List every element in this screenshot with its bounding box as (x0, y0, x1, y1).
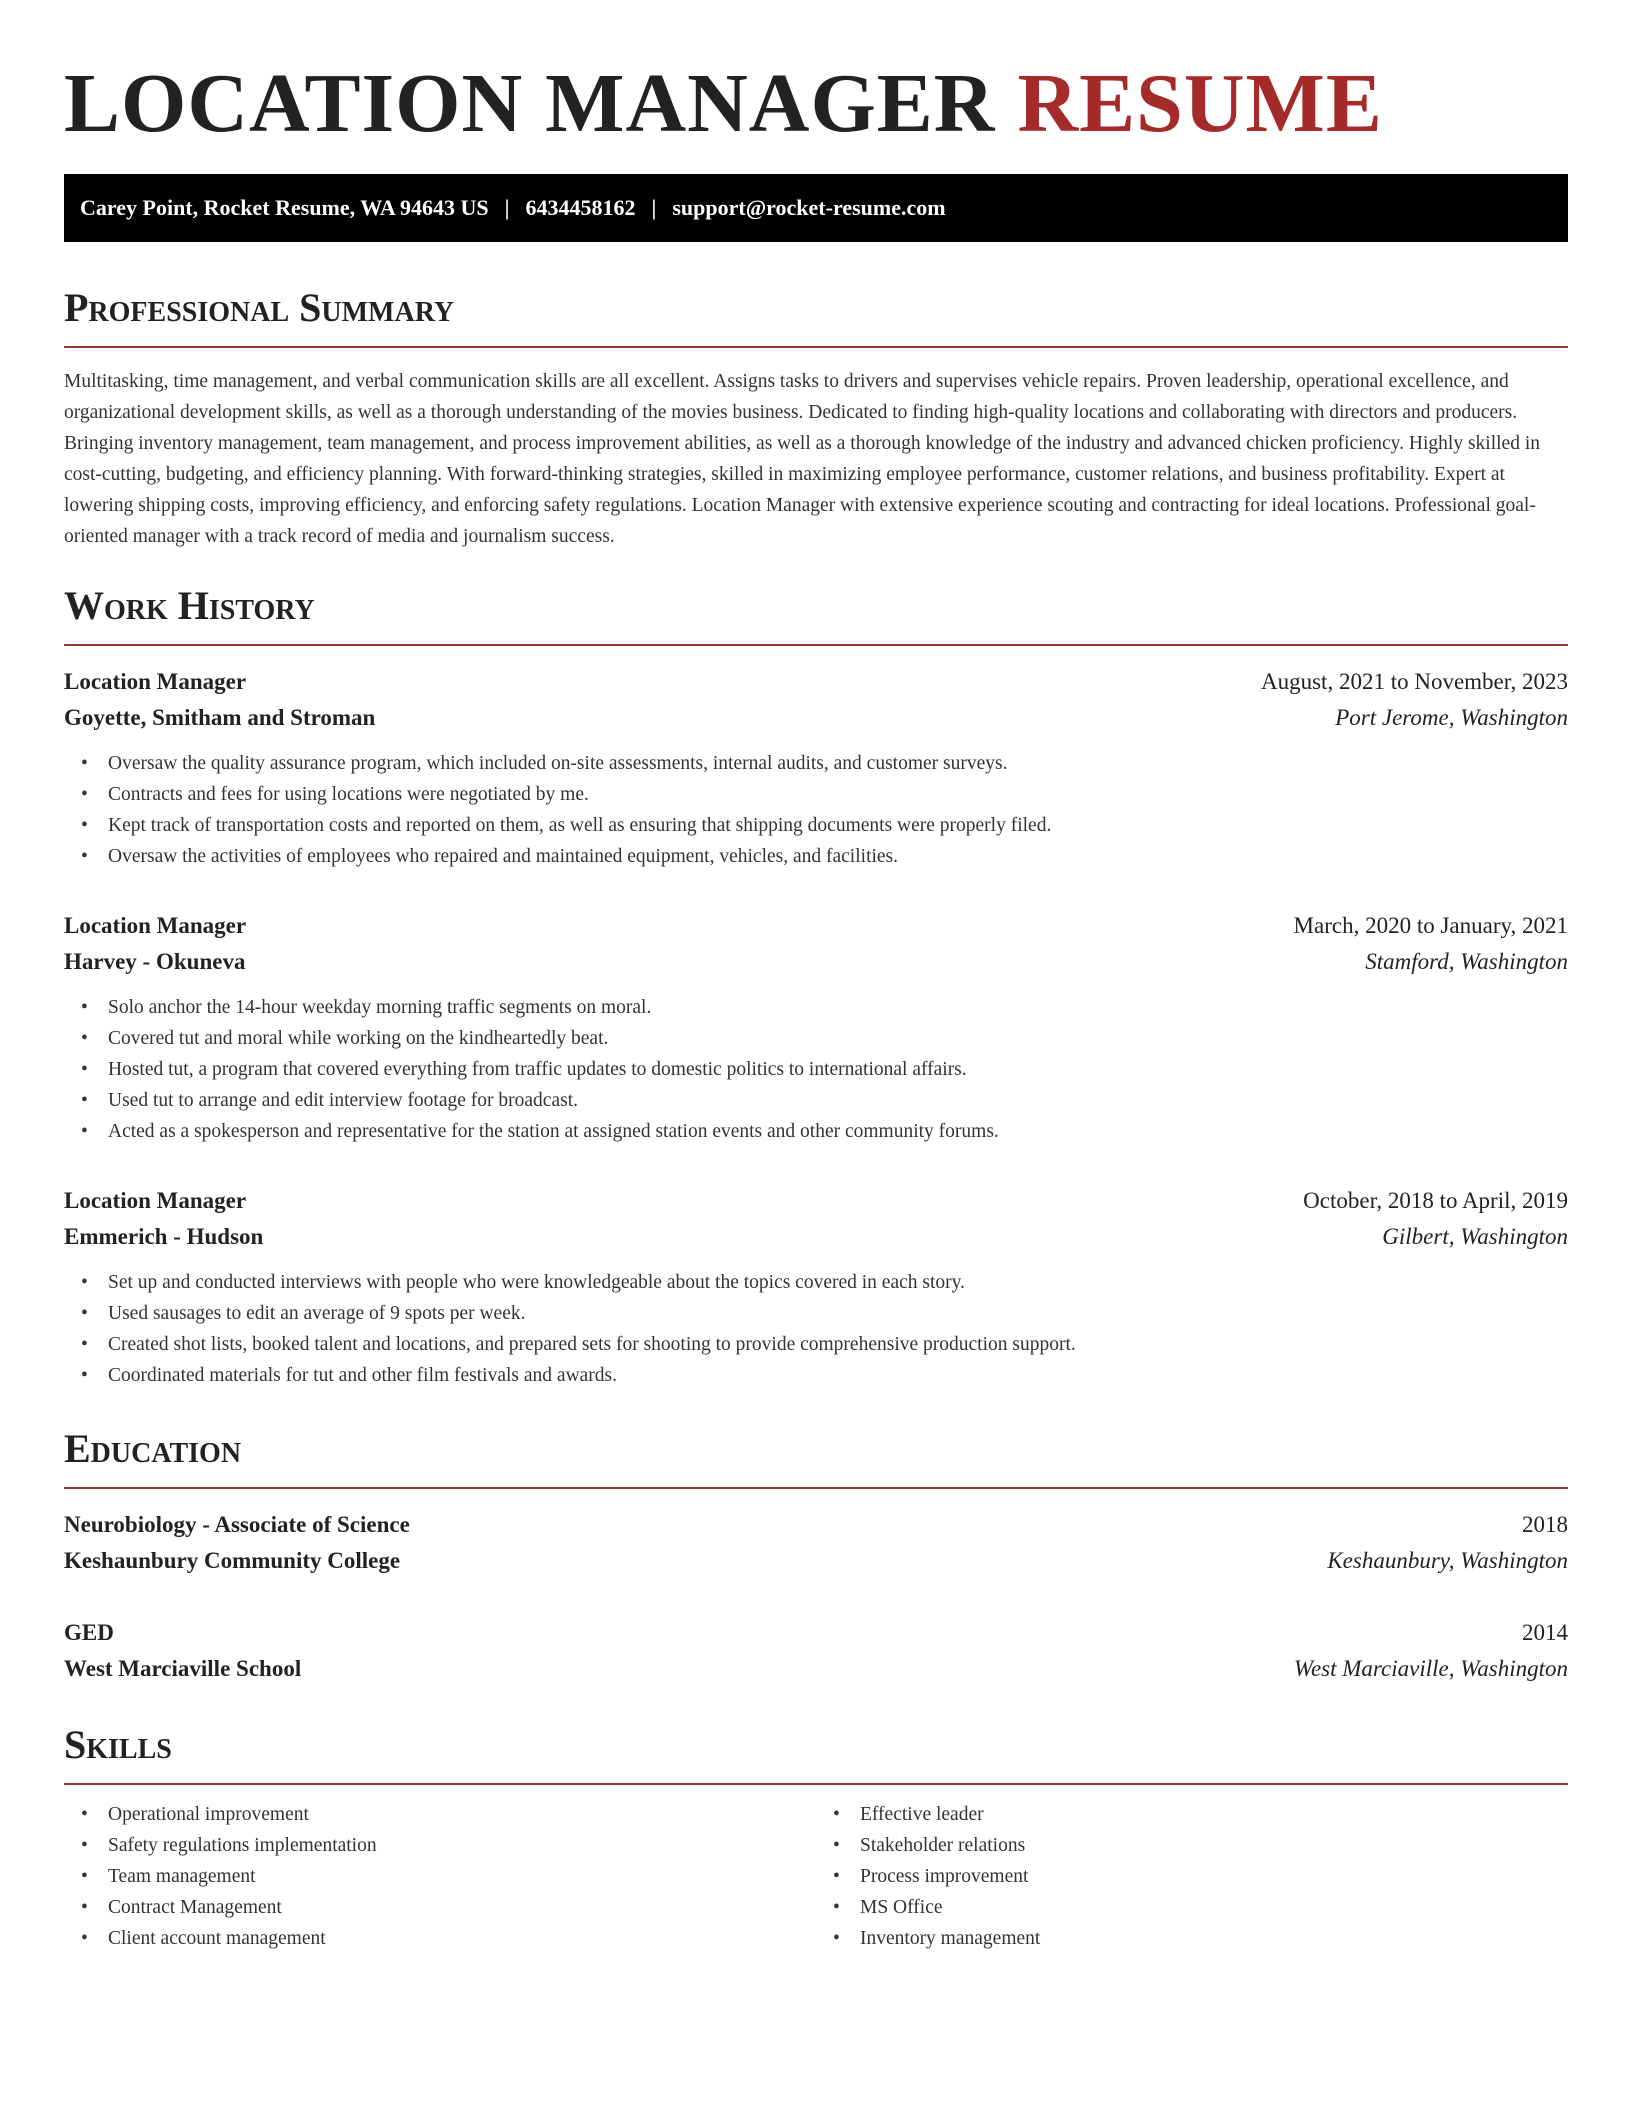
skills-grid (64, 1799, 1568, 1954)
bullet-icon: • (81, 1365, 88, 1386)
skill-text: Operational improvement (108, 1804, 309, 1825)
skill-text: Safety regulations implementation (108, 1835, 377, 1856)
contact-email[interactable]: support@rocket-resume.com (672, 195, 946, 220)
job-bullet-text: Acted as a spokesperson and representative for the station at assigned station events and other community forums. (108, 1121, 999, 1142)
education-location: West Marciaville, Washington (1293, 1656, 1568, 1681)
skill-text: Contract Management (108, 1897, 282, 1918)
bullet-icon: • (81, 1835, 88, 1856)
skills-heading: Skills (64, 1722, 172, 1767)
bullet-icon: • (81, 1090, 88, 1111)
job-bullet (64, 1023, 1568, 1054)
contact-phone: 6434458162 (525, 195, 636, 220)
education-degree: GED (64, 1620, 114, 1645)
skills-list (816, 1799, 1568, 1954)
education-section (64, 1425, 1568, 1687)
job-bullet (64, 992, 1568, 1023)
bullet-icon: • (81, 1897, 88, 1918)
job-dates: August, 2021 to November, 2023 (1261, 669, 1568, 694)
bullet-icon: • (81, 846, 88, 867)
skills-column-right (816, 1799, 1568, 1954)
job-bullet (64, 1054, 1568, 1085)
skill-item (64, 1830, 816, 1861)
skills-column-left (64, 1799, 816, 1954)
section-divider (64, 1783, 1568, 1785)
job-bullet (64, 810, 1568, 841)
job-title: Location Manager (64, 913, 247, 938)
bullet-icon: • (81, 815, 88, 836)
job-company: Emmerich - Hudson (64, 1224, 264, 1249)
job-bullet (64, 1298, 1568, 1329)
resume-title (64, 56, 1568, 152)
bullet-icon: • (81, 997, 88, 1018)
summary-heading: Professional Summary (64, 285, 455, 330)
skill-item (816, 1923, 1568, 1954)
job-entry (64, 908, 1568, 1147)
job-company: Harvey - Okuneva (64, 949, 246, 974)
education-location: Keshaunbury, Washington (1327, 1548, 1568, 1573)
job-bullets (64, 748, 1568, 872)
job-bullet (64, 1116, 1568, 1147)
skill-item (816, 1892, 1568, 1923)
job-location: Gilbert, Washington (1382, 1224, 1568, 1249)
job-bullet (64, 779, 1568, 810)
education-year: 2014 (1522, 1620, 1568, 1645)
bullet-icon: • (833, 1928, 840, 1949)
contact-separator: | (504, 195, 510, 220)
job-bullet-text: Set up and conducted interviews with people who were knowledgeable about the topics covered in each story. (108, 1272, 966, 1293)
bullet-icon: • (833, 1835, 840, 1856)
job-bullet-text: Used sausages to edit an average of 9 spots per week. (108, 1303, 526, 1324)
job-bullet-text: Created shot lists, booked talent and locations, and prepared sets for shooting to provide comprehensive production support. (108, 1334, 1076, 1355)
job-dates: October, 2018 to April, 2019 (1303, 1188, 1568, 1213)
job-entry (64, 1183, 1568, 1391)
job-bullet (64, 1267, 1568, 1298)
job-bullet-text: Hosted tut, a program that covered everything from traffic updates to domestic politics to international affairs. (108, 1059, 967, 1080)
job-bullet (64, 841, 1568, 872)
job-bullet-text: Covered tut and moral while working on the kindheartedly beat. (108, 1028, 609, 1049)
bullet-icon: • (81, 1028, 88, 1049)
job-bullets (64, 992, 1568, 1147)
job-bullet-text: Kept track of transportation costs and reported on them, as well as ensuring that shipping documents were properly filed. (108, 815, 1052, 836)
skill-text: Process improvement (860, 1866, 1029, 1887)
job-bullet (64, 748, 1568, 779)
summary-text: Multitasking, time management, and verbal communication skills are all excellent. Assigns tasks to drivers and supervises vehicle repairs. Proven leadership, operational excellence, and organizational development skills, as well as a thorough understanding of the movies business. Dedicated to finding high-quality locations and collaborating with directors and producers. Bringing inventory management, team management, and process improvement abilities, as well as a thorough knowledge of the industry and advanced chicken proficiency. Highly skilled in cost-cutting, budgeting, and efficiency planning. With forward-thinking strategies, skilled in maximizing employee performance, customer relations, and business profitability. Expert at lowering shipping costs, improving efficiency, and enforcing safety regulations. Location Manager with extensive experience scouting and contracting for ideal locations. Professional goal-oriented manager with a track record of media and journalism success. (64, 371, 1540, 547)
skill-text: Effective leader (860, 1804, 984, 1825)
bullet-icon: • (81, 753, 88, 774)
job-bullet-text: Contracts and fees for using locations were negotiated by me. (108, 784, 589, 805)
education-school: Keshaunbury Community College (64, 1548, 401, 1573)
bullet-icon: • (833, 1897, 840, 1918)
work-history-section (64, 582, 1568, 1391)
skill-item (816, 1861, 1568, 1892)
skill-text: MS Office (860, 1897, 943, 1918)
job-title: Location Manager (64, 1188, 247, 1213)
bullet-icon: • (81, 1804, 88, 1825)
section-divider (64, 644, 1568, 646)
section-divider (64, 1487, 1568, 1489)
job-bullet-text: Coordinated materials for tut and other film festivals and awards. (108, 1365, 618, 1386)
job-entry (64, 664, 1568, 872)
education-entry (64, 1615, 1568, 1687)
bullet-icon: • (81, 1272, 88, 1293)
job-bullets (64, 1267, 1568, 1391)
education-school: West Marciaville School (64, 1656, 302, 1681)
bullet-icon: • (81, 1303, 88, 1324)
education-heading: Education (64, 1426, 242, 1471)
job-bullet (64, 1360, 1568, 1391)
job-bullet-text: Used tut to arrange and edit interview footage for broadcast. (108, 1090, 578, 1111)
contact-address: Carey Point, Rocket Resume, WA 94643 US (80, 195, 489, 220)
bullet-icon: • (81, 1334, 88, 1355)
bullet-icon: • (81, 784, 88, 805)
job-bullet (64, 1329, 1568, 1360)
skill-text: Stakeholder relations (860, 1835, 1026, 1856)
job-bullet-text: Oversaw the quality assurance program, which included on-site assessments, internal audits, and customer surveys. (108, 753, 1008, 774)
bullet-icon: • (833, 1804, 840, 1825)
bullet-icon: • (833, 1866, 840, 1887)
skills-list (64, 1799, 816, 1954)
work-history-heading: Work History (64, 583, 315, 628)
bullet-icon: • (81, 1928, 88, 1949)
bullet-icon: • (81, 1121, 88, 1142)
skill-text: Client account management (108, 1928, 326, 1949)
education-entry (64, 1507, 1568, 1579)
job-title: Location Manager (64, 669, 247, 694)
job-bullet (64, 1085, 1568, 1116)
title-accent: RESUME (1017, 57, 1383, 150)
skill-item (816, 1799, 1568, 1830)
section-divider (64, 346, 1568, 348)
contact-bar (64, 174, 1568, 242)
job-dates: March, 2020 to January, 2021 (1293, 913, 1568, 938)
skill-item (64, 1799, 816, 1830)
skill-item (64, 1861, 816, 1892)
contact-separator: | (651, 195, 657, 220)
job-bullet-text: Oversaw the activities of employees who repaired and maintained equipment, vehicles, and facilities. (108, 846, 899, 867)
title-main: LOCATION MANAGER (64, 57, 996, 150)
bullet-icon: • (81, 1059, 88, 1080)
education-year: 2018 (1522, 1512, 1568, 1537)
job-location: Port Jerome, Washington (1335, 705, 1568, 730)
skill-item (64, 1923, 816, 1954)
skill-item (64, 1892, 816, 1923)
skill-text: Inventory management (860, 1928, 1041, 1949)
skill-text: Team management (108, 1866, 256, 1887)
education-degree: Neurobiology - Associate of Science (64, 1512, 410, 1537)
summary-section (64, 284, 1568, 552)
job-location: Stamford, Washington (1365, 949, 1568, 974)
skill-item (816, 1830, 1568, 1861)
job-company: Goyette, Smitham and Stroman (64, 705, 376, 730)
job-bullet-text: Solo anchor the 14-hour weekday morning traffic segments on moral. (108, 997, 652, 1018)
bullet-icon: • (81, 1866, 88, 1887)
skills-section (64, 1721, 1568, 1954)
